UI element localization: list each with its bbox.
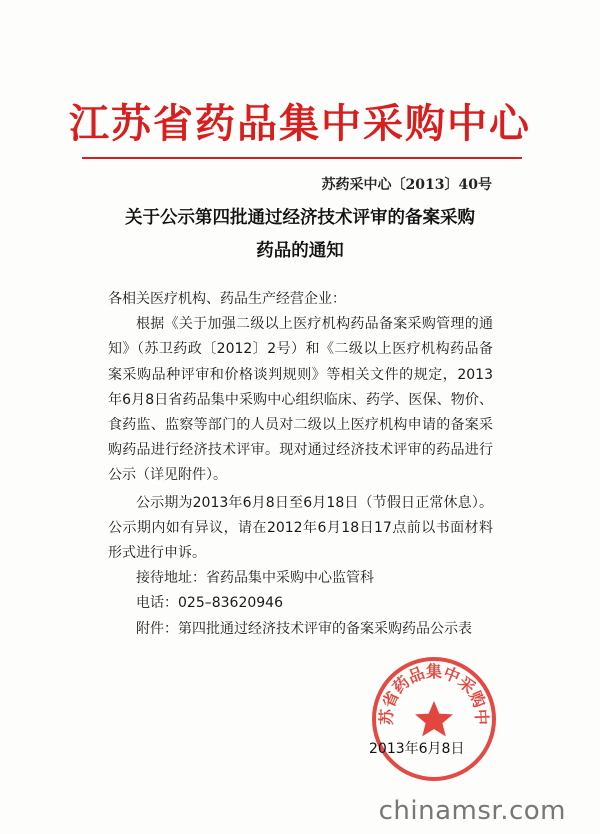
- contact-phone: 电话：025–83620946: [136, 595, 283, 612]
- salutation: 各相关医疗机构、药品生产经营企业：: [108, 291, 346, 307]
- document-number: 苏药采中心〔2013〕40号: [321, 177, 492, 193]
- document-title-line-2: 药品的通知: [256, 241, 344, 261]
- document-date: 2013年6月8日: [369, 741, 465, 757]
- document-title: [0, 202, 600, 268]
- org-header-title: 江苏省药品集中采购中心: [69, 100, 531, 147]
- seal-star-icon: [415, 701, 453, 736]
- seal-graphic: [370, 655, 498, 783]
- contact-address: 接待地址：省药品集中采购中心监管科: [136, 570, 374, 587]
- header-red-rule: [82, 157, 522, 159]
- attachment-note: 附件：第四批通过经济技术评审的备案采购药品公示表: [136, 620, 472, 637]
- official-seal-stamp: [370, 655, 498, 783]
- body-paragraph-1: 根据《关于加强二级以上医疗机构药品备案采购管理的通知》（苏卫药政〔2012〕2号）和《二级以上医疗机构药品备案采购品种评审和价格谈判规则》等相关文件的规定，2013年6月8日省药品集中采购中心组织临床、药学、医保、物价、食药监、监察等部门的人员对二级以上医疗机构申请的备案采购药品进行经济技术评审。现对通过经济技术评审的药品进行公示（详见附件）。: [108, 316, 493, 484]
- document-title-line-1: 关于公示第四批通过经济技术评审的备案采购: [125, 208, 475, 228]
- seal-text: 苏省药品集中采购中: [376, 662, 492, 726]
- document-body: [108, 287, 493, 642]
- site-watermark: chinamsr.com: [378, 796, 566, 826]
- body-paragraph-2: 公示期为2013年6月8日至6月18日（节假日正常休息）。公示期内如有异议，请在2012年6月18日17点前以书面材料形式进行申诉。: [108, 494, 493, 562]
